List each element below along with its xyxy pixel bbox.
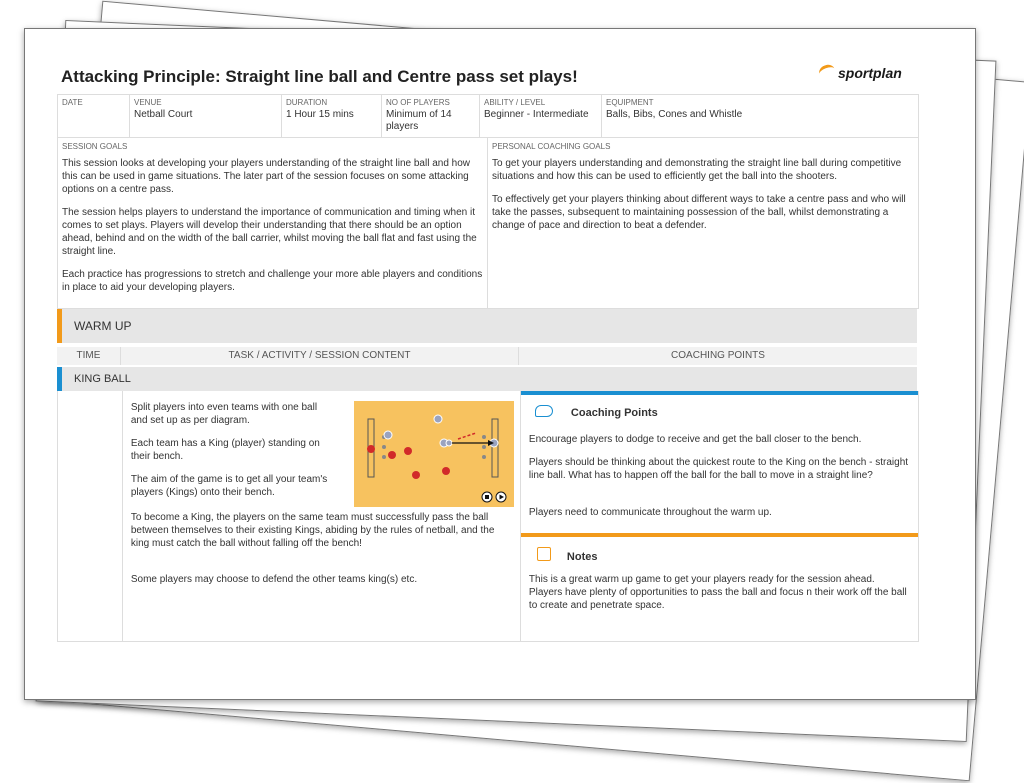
info-equipment: EQUIPMENT Balls, Bibs, Cones and Whistle: [606, 98, 743, 120]
page-title: Attacking Principle: Straight line ball and Centre pass set plays!: [61, 67, 578, 86]
coaching-points-title: Coaching Points: [570, 407, 658, 419]
player-red: [442, 467, 450, 475]
col-time: TIME: [57, 347, 121, 365]
bench-right: [492, 419, 498, 477]
task-text: Split players into even teams with one ball and set up as per diagram.: [130, 402, 318, 426]
info-date: DATE: [58, 95, 130, 137]
task-text: Some players may choose to defend the other teams king(s) etc.: [130, 574, 418, 585]
info-venue: VENUE Netball Court: [130, 95, 282, 137]
col-coaching: COACHING POINTS: [671, 350, 765, 361]
cone: [382, 445, 386, 449]
personal-coaching-goals: PERSONAL COACHING GOALS To get your players understanding and demonstrating the straight line ball during competitive situations and how this can be used to efficiently get the ball into the shooters. To effectively get your players thinking about different ways to take a centre pass and who will take the passes, subsequent to maintaining possession of the ball, whilst demonstrating a change of pace and direction to beat a defender.: [492, 142, 906, 231]
player-blue: [446, 440, 452, 446]
drill-diagram: [354, 401, 514, 507]
session-plan-sheet: [24, 28, 976, 700]
coaching-point: Players need to communicate throughout the warm up.: [528, 507, 772, 518]
coaching-point: Players should be thinking about the quickest route to the King on the bench - straight line ball. What has to happen off the ball for the ball to move in a straight line?: [528, 457, 909, 481]
time-cell: [58, 391, 123, 641]
notes-text: This is a great warm up game to get your players ready for the session ahead. Players have plenty of opportunities to pass the ball and focus n their work off the ball to create and penetrate space.: [528, 574, 907, 611]
activity-body: [57, 391, 919, 642]
player-red: [367, 445, 375, 453]
info-level: ABILITY / LEVEL Beginner - Intermediate: [480, 95, 602, 137]
coaching-points-bar: [521, 391, 918, 395]
session-goals: SESSION GOALS This session looks at developing your players understanding of the straight line ball and how this can be used in game situations. The later part of the session focuses on some attacking options on a centre pass. The session helps players to understand the importance of communication and timing when it comes to set plays. Players will develop their understanding that there should be an option ahead, behind and on the width of the ball carrier, whilst moving the ball flat and fast using the straight line. Each practice has progressions to stretch and challenge your more able players and conditions in place to aid your developing players.: [58, 138, 488, 308]
session-info-table: [57, 94, 919, 309]
coaching-cell: [521, 391, 918, 641]
cone: [382, 455, 386, 459]
notes-icon: [537, 547, 551, 561]
info-duration: DURATION 1 Hour 15 mins: [282, 95, 382, 137]
player-red: [388, 451, 396, 459]
player-red: [404, 447, 412, 455]
cone: [482, 455, 486, 459]
player-blue: [384, 431, 392, 439]
info-players: NO OF PLAYERS Minimum of 14 players: [382, 95, 480, 137]
section-warm-up: WARM UP: [57, 309, 917, 343]
notes-bar: [521, 533, 918, 537]
sportplan-logo: sportplan: [819, 65, 902, 81]
run-line: [458, 433, 476, 439]
cone: [482, 435, 486, 439]
notes-title: Notes: [566, 551, 598, 563]
court-diagram: [354, 401, 514, 507]
player-blue: [434, 415, 442, 423]
whistle-icon: [535, 405, 553, 417]
col-task: TASK / ACTIVITY / SESSION CONTENT: [121, 347, 519, 365]
player-red: [412, 471, 420, 479]
coaching-point: Encourage players to dodge to receive and get the ball closer to the bench.: [528, 434, 862, 445]
task-cell: [123, 391, 521, 641]
activity-header: KING BALL: [57, 367, 917, 391]
task-text: The aim of the game is to get all your team's players (Kings) onto their bench.: [130, 474, 328, 498]
cone: [482, 445, 486, 449]
column-headers: [57, 347, 917, 365]
task-text: To become a King, the players on the same team must successfully pass the ball between themselves to their existing Kings, abiding by the rules of netball, and the king must catch the ball without falling off the bench!: [130, 512, 495, 549]
task-text: Each team has a King (player) standing on their bench.: [130, 438, 320, 462]
